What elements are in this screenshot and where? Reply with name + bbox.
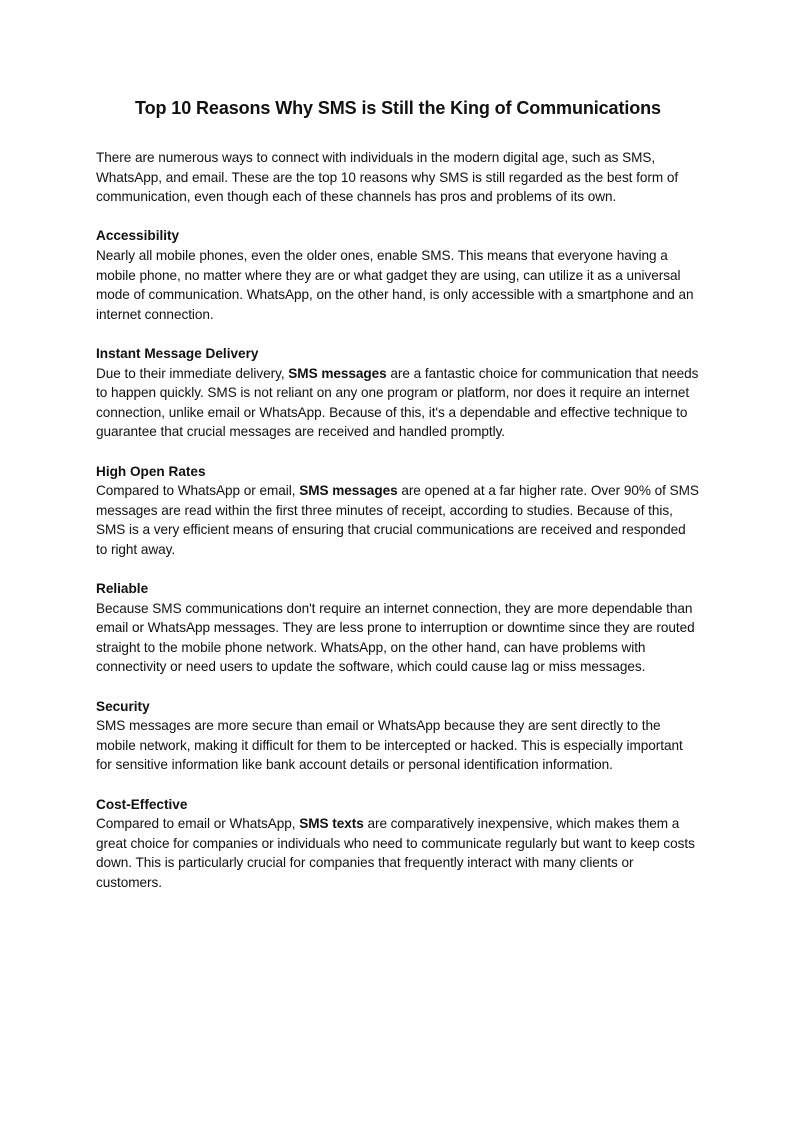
section-cost-effective [96, 795, 700, 893]
section-body: SMS messages are more secure than email or WhatsApp because they are sent directly to the mobile network, making it difficult for them to be intercepted or hacked. This is especially important for sensitive information like bank account details or personal identification information. [96, 718, 683, 773]
document-page [96, 96, 700, 912]
section-body [96, 481, 700, 559]
section-heading: Reliable [96, 581, 149, 597]
bold-phrase: SMS messages [288, 365, 387, 381]
section-heading: Accessibility [96, 228, 180, 244]
section-body: Nearly all mobile phones, even the older ones, enable SMS. This means that everyone having a mobile phone, no matter where they are or what gadget they are using, can utilize it as a universal mode of communication. WhatsApp, on the other hand, is only accessible with a smartphone and an internet connection. [96, 247, 694, 322]
section-security [96, 697, 700, 775]
section-instant-message-delivery [96, 344, 700, 442]
section-body [96, 364, 700, 442]
body-text: Compared to WhatsApp or email, [96, 483, 300, 499]
body-text: Due to their immediate delivery, [96, 365, 289, 381]
section-body: Because SMS communications don't require an internet connection, they are more dependable than email or WhatsApp messages. They are less prone to interruption or downtime since they are routed straight to the mobile phone network. WhatsApp, on the other hand, can have problems with connectivity or need users to update the software, which could cause lag or miss messages. [96, 600, 695, 675]
body-text: Compared to email or WhatsApp, [96, 816, 300, 832]
section-accessibility [96, 226, 700, 324]
section-heading: Security [96, 698, 150, 714]
section-heading: Cost-Effective [96, 796, 188, 812]
section-heading: Instant Message Delivery [96, 345, 259, 361]
intro-paragraph: There are numerous ways to connect with individuals in the modern digital age, such as SMS, WhatsApp, and email. These are the top 10 reasons why SMS is still regarded as the best form of communication, even though each of these channels has pros and problems of its own. [96, 150, 679, 205]
section-high-open-rates [96, 462, 700, 560]
bold-phrase: SMS texts [299, 816, 364, 832]
body-text: are comparatively inexpensive, which makes them a great choice for companies or individuals who need to communicate regularly but want to keep costs down. This is particularly crucial for companies that frequently interact with many clients or customers. [96, 816, 695, 890]
section-body [96, 814, 700, 892]
document-title: Top 10 Reasons Why SMS is Still the King of Communications [135, 98, 661, 118]
body-text: are a fantastic choice for communication that needs to happen quickly. SMS is not reliant on any one program or platform, nor does it require an internet connection, unlike email or WhatsApp. Because of this, it's a dependable and effective technique to guarantee that crucial messages are received and handled promptly. [96, 365, 699, 440]
body-text: are opened at a far higher rate. Over 90% of SMS messages are read within the first three minutes of receipt, according to studies. Because of this, SMS is a very efficient means of ensuring that crucial communications are received and responded to right away. [96, 483, 699, 557]
section-heading: High Open Rates [96, 463, 206, 479]
section-reliable [96, 579, 700, 677]
bold-phrase: SMS messages [299, 483, 398, 499]
